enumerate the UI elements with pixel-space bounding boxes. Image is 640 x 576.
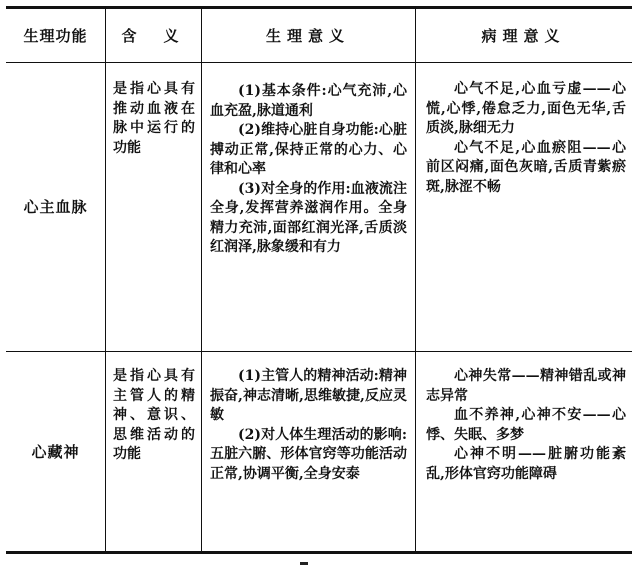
physiological-item: (2)维持心脏自身功能:心脏搏动正常,保持正常的心力、心律和心率: [210, 122, 407, 177]
physiological-cell: [210, 82, 407, 258]
pathological-item: 心神失常——精神错乱或神志异常: [426, 368, 626, 404]
meaning-text: 是指心具有主管人的精神、意识、思维活动的功能: [113, 368, 195, 462]
header-physiological: 生理意义: [265, 27, 350, 45]
pathological-cell: [426, 367, 626, 484]
row-label-heart-blood: 心主血脉: [23, 198, 88, 216]
physiological-item: (3)对全身的作用:血液流注全身,发挥营养滋润作用。全身精力充沛,面部红润光泽,舌质淡红润泽,脉象缓和有力: [210, 180, 407, 255]
physiological-item: (1)主管人的精神活动:精神振奋,神志清晰,思维敏捷,反应灵敏: [210, 368, 407, 423]
header-meaning: 含 义: [121, 27, 185, 45]
meaning-cell: [113, 367, 195, 465]
pathological-item: 心气不足,心血亏虚——心慌,心悸,倦怠乏力,面色无华,舌质淡,脉细无力: [426, 81, 626, 136]
pathological-item: 心神不明——脏腑功能紊乱,形体官窍功能障碍: [426, 446, 626, 482]
pathological-item: 心气不足,心血瘀阻——心前区闷痛,面色灰暗,舌质青紫瘀斑,脉涩不畅: [426, 139, 626, 195]
column-divider: [415, 9, 416, 551]
meaning-cell: [113, 80, 195, 158]
table: [6, 6, 632, 554]
page-mark: [300, 562, 308, 565]
column-divider: [201, 9, 202, 551]
row-label-heart-spirit: 心藏神: [31, 442, 80, 461]
column-divider: [105, 9, 106, 551]
physiological-cell: [210, 367, 407, 484]
header-pathological: 病理意义: [481, 27, 566, 45]
meaning-text: 是指心具有推动血液在脉中运行的功能: [113, 81, 195, 156]
physiological-item: (1)基本条件:心气充沛,心血充盈,脉道通利: [210, 83, 407, 119]
pathological-item: 血不养神,心神不安——心悸、失眠、多梦: [426, 407, 626, 443]
header-function: 生理功能: [23, 27, 88, 45]
physiological-item: (2)对人体生理活动的影响:五脏六腑、形体官窍等功能活动正常,协调平衡,全身安泰: [210, 426, 407, 482]
pathological-cell: [426, 80, 626, 197]
